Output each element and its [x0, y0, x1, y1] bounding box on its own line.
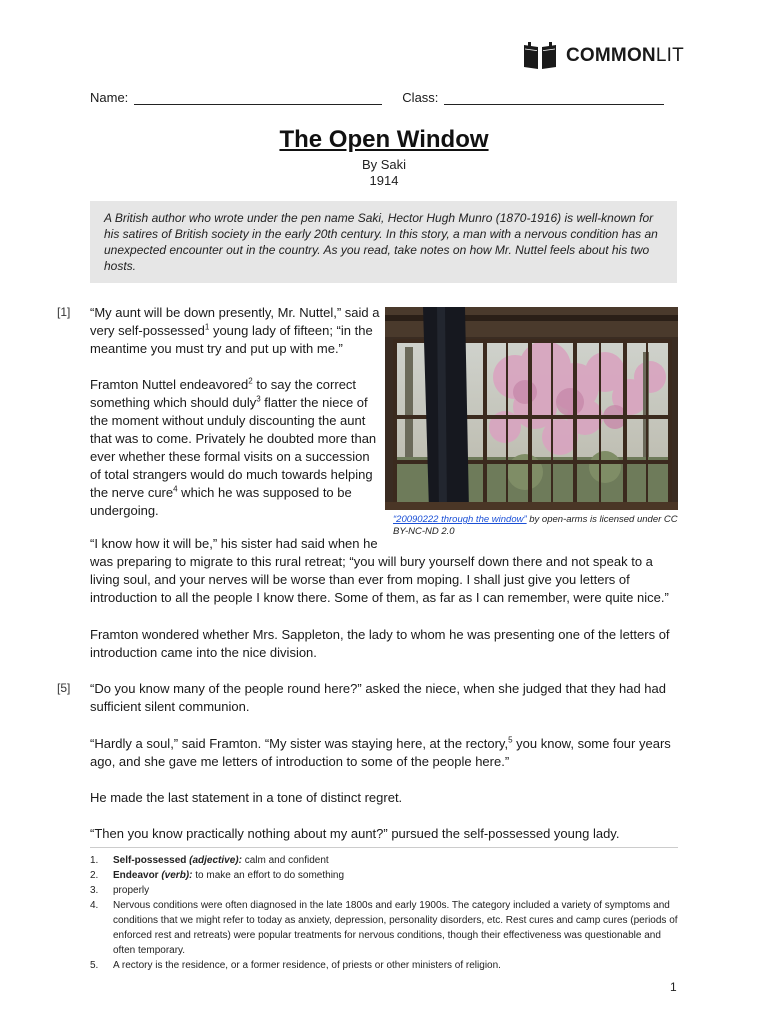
footnote-definition: properly — [113, 885, 150, 896]
footnote-item — [90, 883, 680, 898]
footnote-ref-2: 2 — [248, 376, 253, 386]
footnote-item — [90, 868, 680, 883]
footnote-item — [90, 958, 680, 973]
footnote-ref-5: 5 — [508, 735, 513, 745]
paragraph-4: Framton wondered whether Mrs. Sappleton, the lady to whom he was presenting one of the letters of introduction came into the nice division. — [90, 627, 670, 660]
story-author: By Saki — [361, 157, 407, 172]
student-info-fields — [90, 90, 660, 105]
paragraph-6 — [90, 735, 680, 771]
paragraph-3-rest: was preparing to migrate to this rural retreat; “you will bury yourself down there and not speak to a living soul, and your nerves will be worse than ever from moping. I shall just give you letters of introduction to all the people I know there. Some of them, as far as I can remember, were quite nice.” — [90, 554, 669, 605]
paragraph-2-text-c: flatter the niece of the moment without unduly discounting the aunt that was to come. Privately he doubted more than ever whether these formal visits on a succession of total strangers would do much towards helping the nerve cure — [90, 395, 377, 500]
footnote-divider — [90, 847, 678, 848]
paragraph-7: He made the last statement in a tone of distinct regret. — [90, 790, 403, 805]
footnote-definition: A rectory is the residence, or a former residence, of priests or other ministers of religion. — [113, 960, 501, 971]
footnote-number: 4. — [90, 900, 99, 911]
name-label: Name: — [90, 90, 129, 105]
paragraph-1-text-a: “My aunt will be down presently, Mr. Nuttel,” said a very self-possessed — [90, 305, 380, 338]
paragraph-6-text-a: “Hardly a soul,” said Framton. “My sister was staying here, at the rectory, — [90, 736, 509, 751]
footnotes-list — [90, 853, 680, 973]
footnote-pos: (verb): — [158, 870, 193, 881]
paragraph-number-1: [1] — [57, 305, 71, 319]
footnote-definition: calm and confident — [241, 855, 329, 866]
footnote-number: 3. — [90, 885, 99, 896]
class-label: Class: — [402, 90, 439, 105]
story-title: The Open Window — [279, 126, 489, 153]
paragraph-3-first-line: “I know how it will be,” his sister had said when he — [90, 536, 378, 551]
paragraph-1 — [90, 304, 380, 358]
paragraph-2-text-d: which he was supposed to be undergoing. — [90, 485, 352, 518]
photo-caption-link[interactable]: “20090222 through the window” — [393, 514, 527, 525]
page-number: 1 — [670, 980, 677, 994]
paragraph-5: “Do you know many of the people round here?” asked the niece, when she judged that they had had sufficient silent communion. — [90, 681, 666, 714]
paragraph-2-text-b: to say the correct something which should duly — [90, 377, 357, 410]
footnote-item — [90, 898, 680, 958]
paragraph-1-text-b: young lady of fifteen; “in the meantime you must try and put up with me.” — [90, 323, 373, 356]
paragraph-6-text-b: you know, some four years ago, and she gave me letters of introduction to some of the people here.” — [90, 736, 671, 769]
footnote-item — [90, 853, 680, 868]
open-book-icon — [522, 42, 558, 70]
name-line[interactable] — [134, 90, 382, 105]
footnote-ref-4: 4 — [173, 484, 178, 494]
window-photo — [385, 307, 678, 510]
photo-caption — [393, 514, 678, 538]
footnote-number: 2. — [90, 870, 99, 881]
photo-caption-license: by open-arms is licensed under CC BY-NC-ND 2.0 — [393, 514, 678, 537]
class-field[interactable] — [402, 90, 664, 105]
paragraph-number-5: [5] — [57, 681, 71, 695]
footnote-term: Self-possessed — [113, 855, 187, 866]
footnote-pos: (adjective): — [186, 855, 242, 866]
paragraph-2 — [90, 376, 380, 520]
footnote-ref-1: 1 — [204, 322, 210, 332]
paragraph-8: “Then you know practically nothing about my aunt?” pursued the self-possessed young lady. — [90, 826, 620, 841]
footnote-number: 5. — [90, 960, 99, 971]
footnote-ref-3: 3 — [256, 394, 261, 404]
paragraph-2-text-a: Framton Nuttel endeavored — [90, 377, 249, 392]
brand-name — [566, 45, 684, 67]
name-field[interactable] — [90, 90, 382, 105]
intro-box: A British author who wrote under the pen name Saki, Hector Hugh Munro (1870-1916) is well-known for his satires of British society in the early 20th century. In this story, a man with a nervous condition has an unexpected encounter out in the country. As you read, take notes on how Mr. Nuttel feels about his two hosts. — [90, 201, 677, 283]
class-line[interactable] — [444, 90, 664, 105]
brand-name-light: LIT — [655, 45, 684, 66]
story-year: 1914 — [369, 173, 399, 188]
footnote-number: 1. — [90, 855, 99, 866]
footnote-definition: Nervous conditions were often diagnosed in the late 1800s and early 1900s. The category included a variety of symptoms and conditions that we might refer to today as anxiety, depression, personality disorders, etc. Rest cures and camp cures (periods of enforced rest and retreats) were popular treatments for nervous conditions, though their effectiveness was questionable and often temporary. — [113, 900, 678, 956]
brand-name-bold: COMMON — [566, 45, 656, 66]
footnote-term: Endeavor — [113, 870, 159, 881]
commonlit-logo — [522, 42, 684, 70]
footnote-definition: to make an effort to do something — [192, 870, 345, 881]
